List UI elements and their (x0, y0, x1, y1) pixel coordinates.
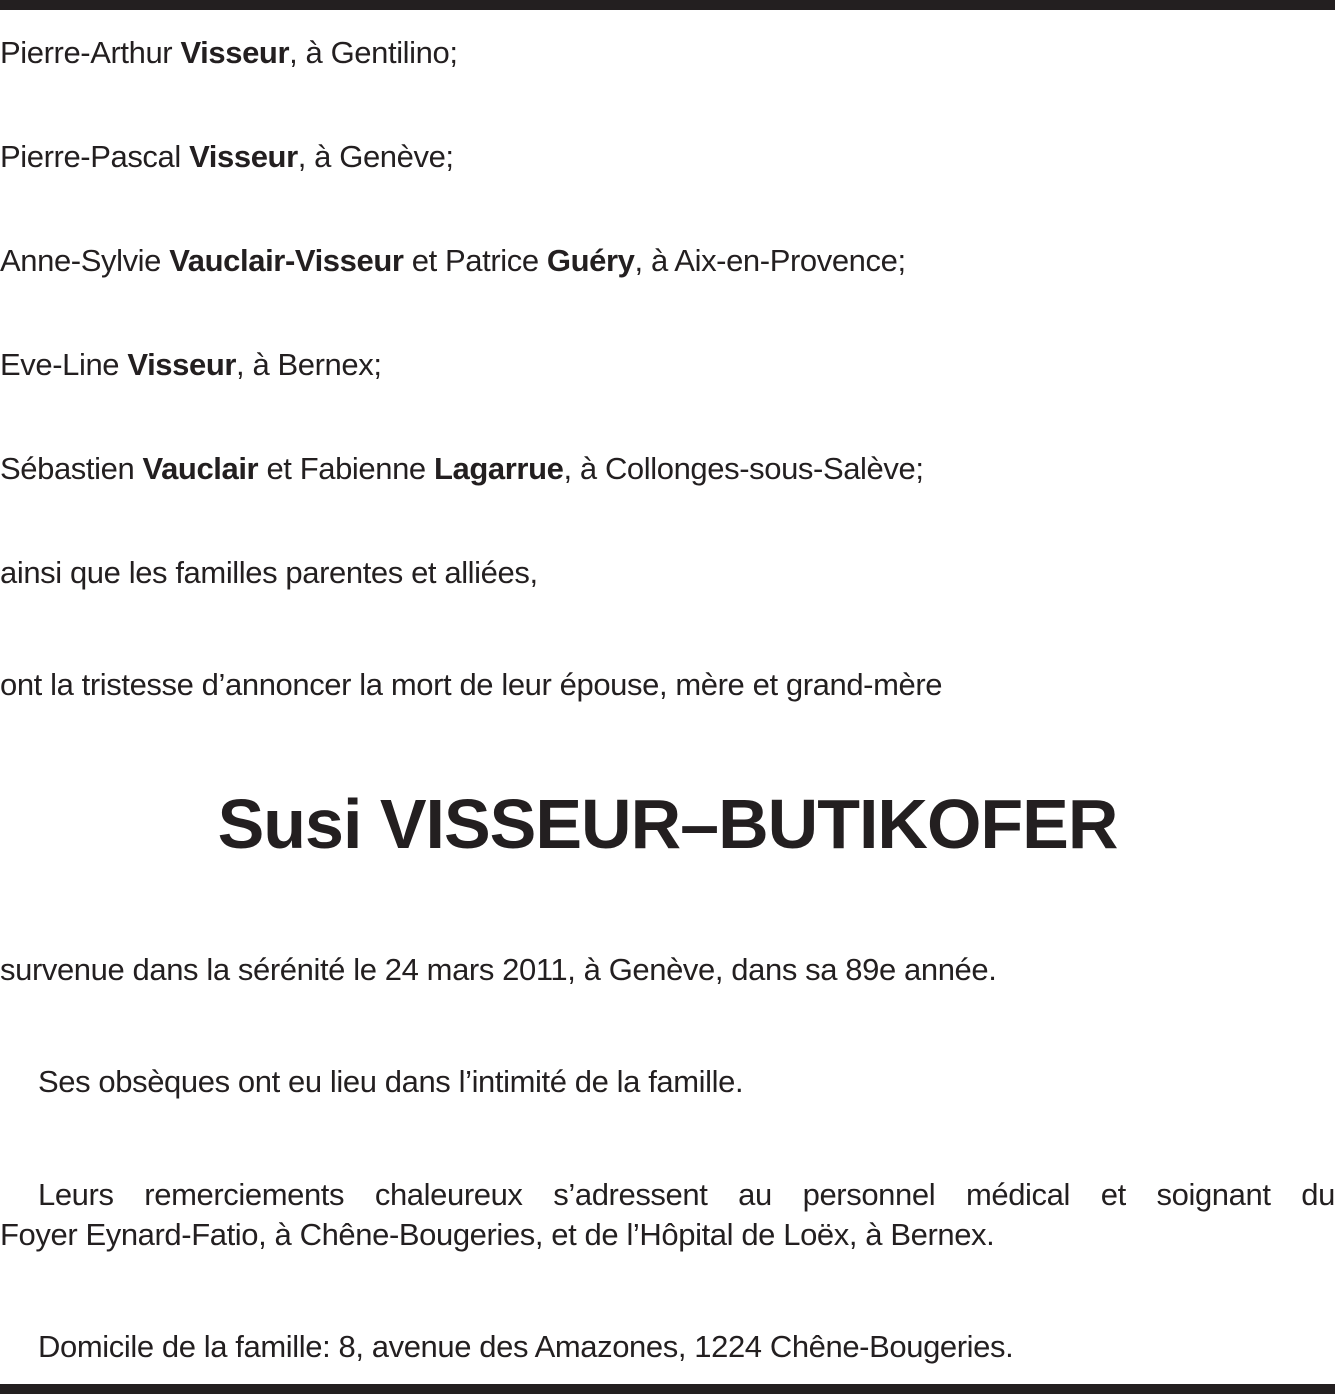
deceased-name: Susi VISSEUR–BUTIKOFER (217, 785, 1118, 863)
surname-partner: Lagarrue (434, 451, 564, 486)
surname: Visseur (180, 35, 290, 70)
relatives-line: ainsi que les familles parentes et alliées, (0, 555, 538, 590)
thanks-line-2: Foyer Eynard-Fatio, à Chêne-Bougeries, et de l’Hôpital de Loëx, à Bernex. (0, 1217, 995, 1252)
thanks-line-1: Leurs remerciements chaleureux s’adressent au personnel médical et soignant du (38, 1177, 1335, 1212)
family-member-1: Pierre-Arthur Visseur, à Gentilino; (0, 35, 458, 70)
bottom-rule (0, 1384, 1335, 1394)
surname: Vauclair-Visseur (169, 243, 404, 278)
family-member-2: Pierre-Pascal Visseur, à Genève; (0, 139, 454, 174)
funeral-notice: Ses obsèques ont eu lieu dans l’intimité de la famille. (38, 1064, 744, 1099)
surname: Vauclair (142, 451, 259, 486)
thanks-paragraph (0, 1175, 1335, 1255)
surname-partner: Guéry (546, 243, 635, 278)
death-details: survenue dans la sérénité le 24 mars 2011, à Genève, dans sa 89e année. (0, 952, 997, 987)
announcement-line: ont la tristesse d’annoncer la mort de leur épouse, mère et grand-mère (0, 667, 943, 702)
family-domicile: Domicile de la famille: 8, avenue des Amazones, 1224 Chêne-Bougeries. (38, 1329, 1014, 1364)
surname: Visseur (127, 347, 237, 382)
top-rule (0, 0, 1335, 10)
family-member-4: Eve-Line Visseur, à Bernex; (0, 347, 382, 382)
family-member-3: Anne-Sylvie Vauclair-Visseur et Patrice Guéry, à Aix-en-Provence; (0, 243, 906, 278)
surname: Visseur (189, 139, 298, 174)
family-member-5: Sébastien Vauclair et Fabienne Lagarrue, à Collonges-sous-Salève; (0, 451, 924, 486)
